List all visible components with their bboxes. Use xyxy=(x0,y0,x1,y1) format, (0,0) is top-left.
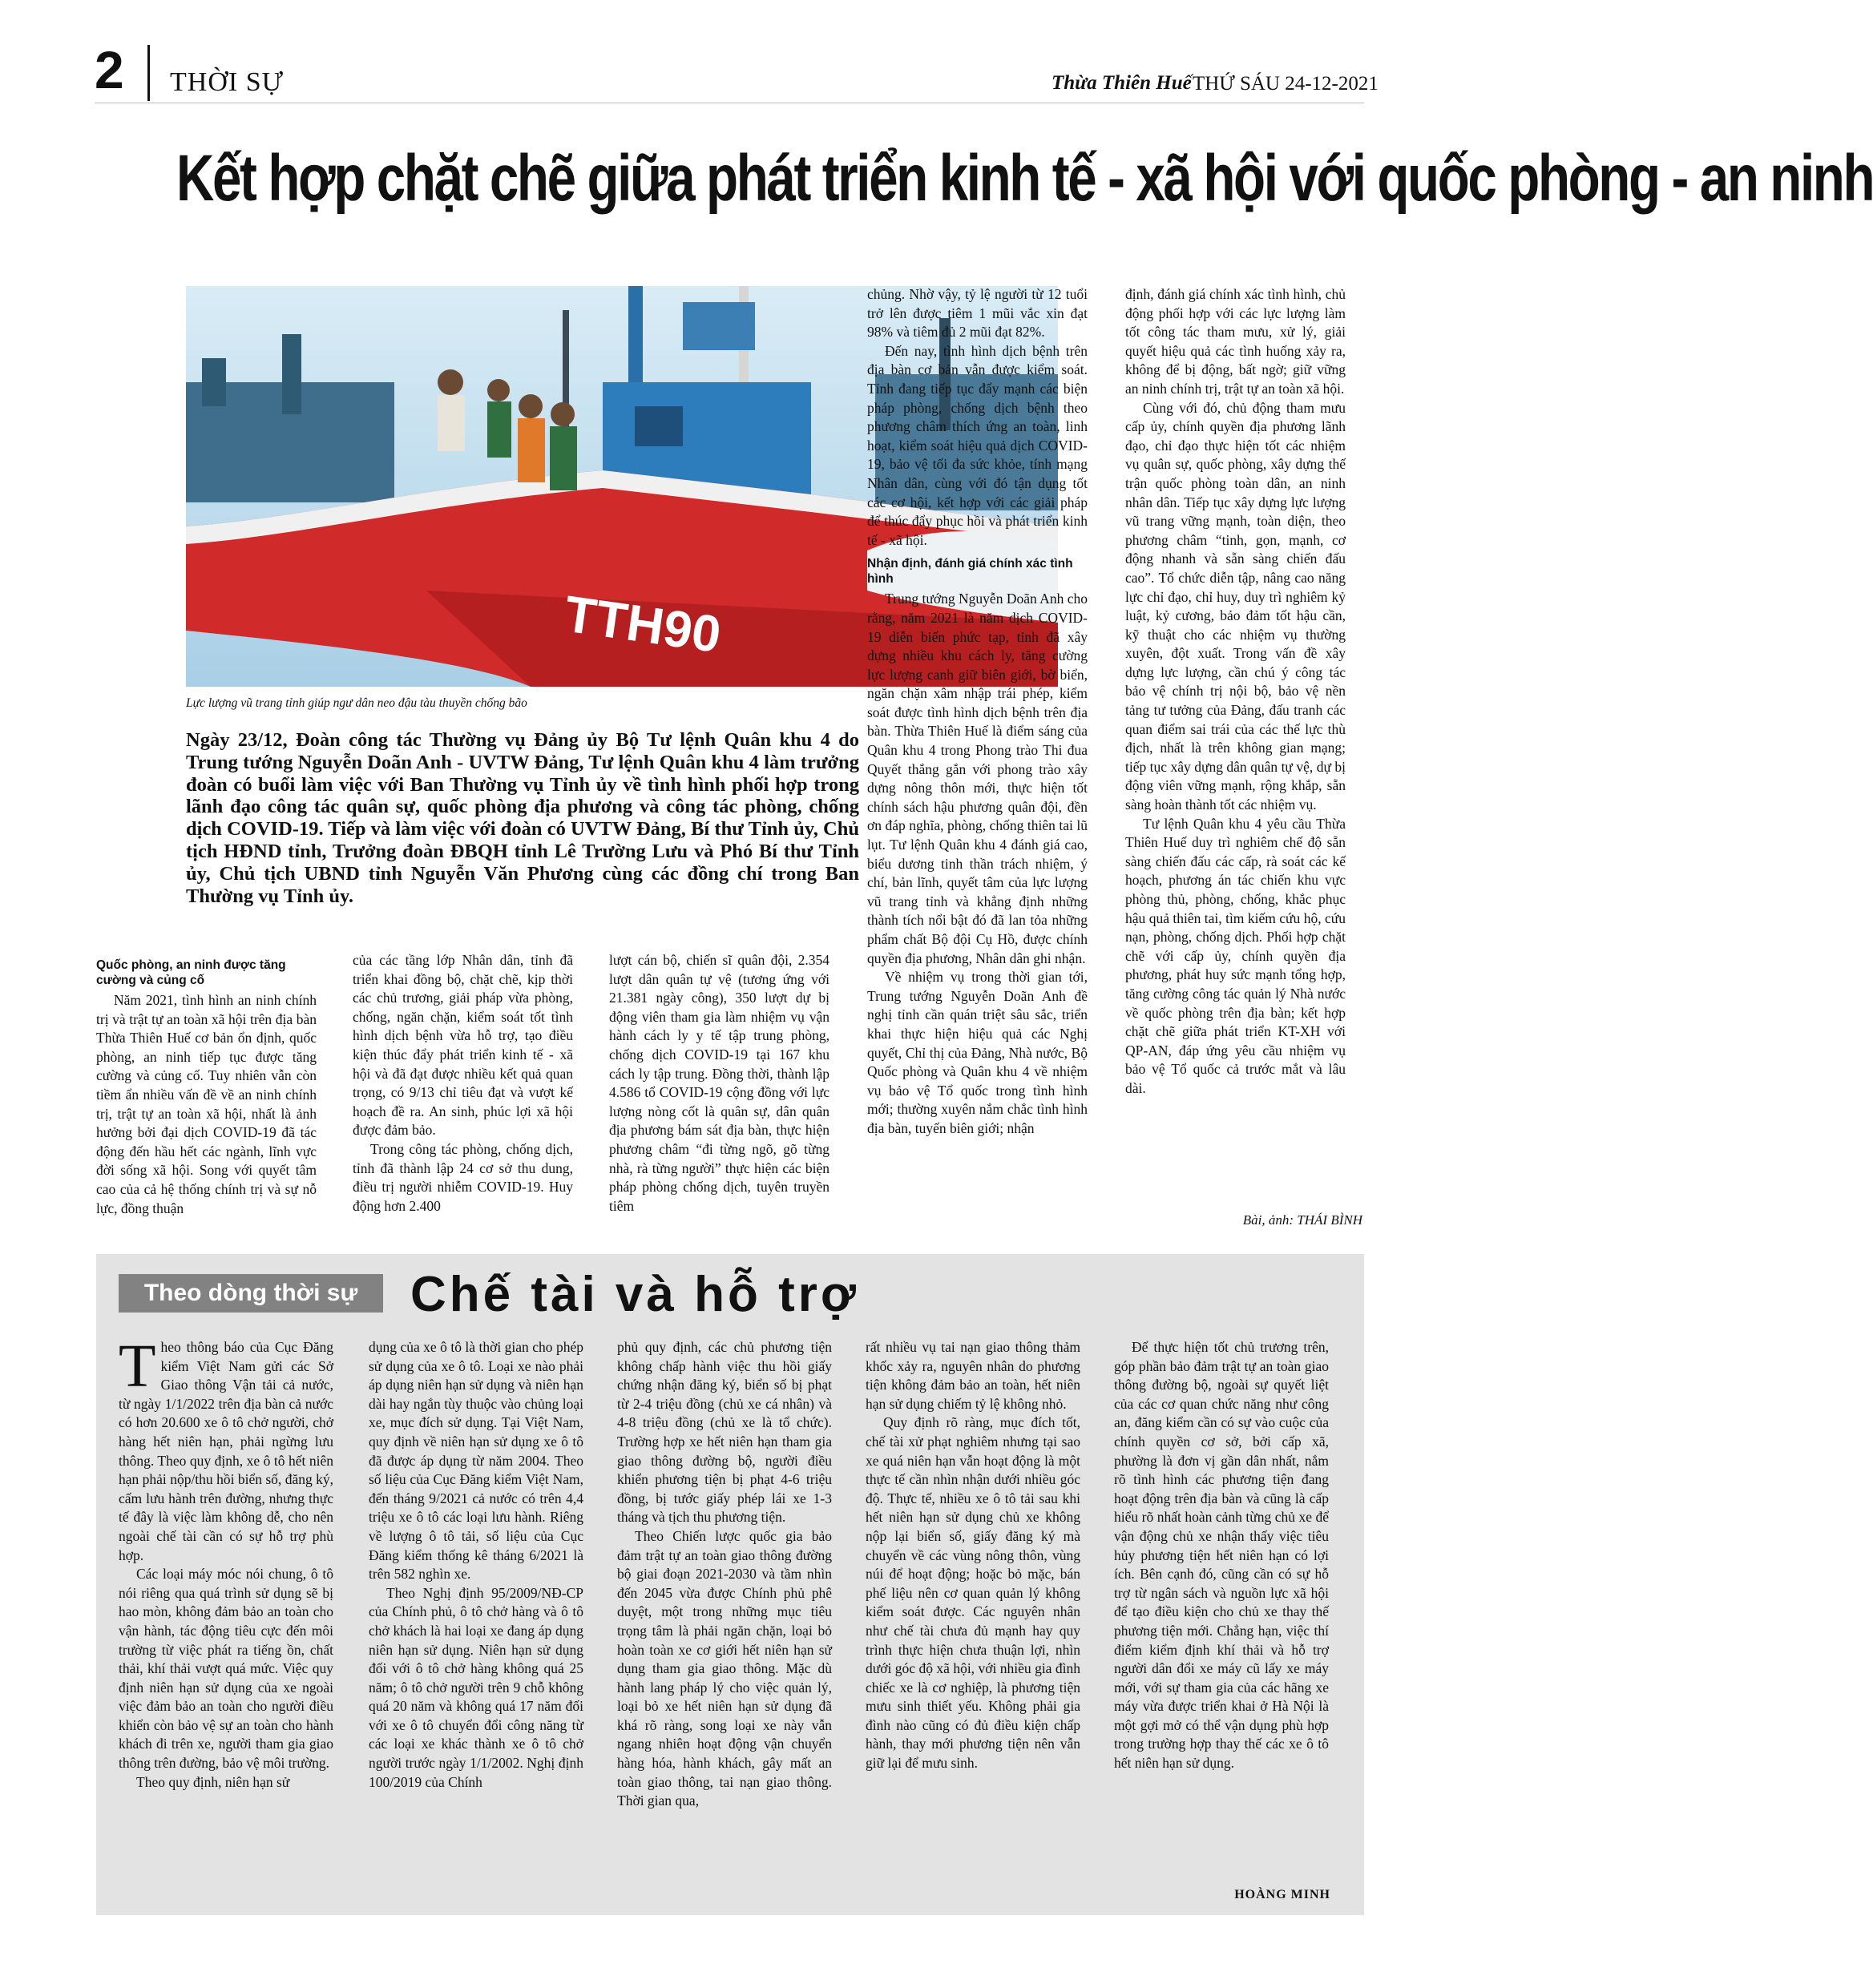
paragraph: rất nhiều vụ tai nạn giao thông thảm khốc xảy ra, nguyên nhân do phương tiện không đảm bảo an toàn, hết niên hạn sử dụng chiếm tỷ lệ không nhỏ. xyxy=(866,1339,1080,1412)
paragraph: định, đánh giá chính xác tình hình, chủ động phối hợp với các lực lượng làm tốt công tác tham mưu, xử lý, giải quyết hiệu quả các tình huống xảy ra, không để bị động, bất ngờ; giữ vững an ninh chính trị, trật tự an toàn xã hội. xyxy=(1125,286,1346,397)
article-column-4 xyxy=(867,285,1088,1139)
paragraph: phủ quy định, các chủ phương tiện không chấp hành việc thu hồi giấy chứng nhận đăng ký, biển số bị phạt từ 2-4 triệu đồng (chủ xe cá nhân) và 4-8 triệu đồng (chủ xe là tổ chức). Trường hợp xe hết niên hạn tham gia giao thông đường bộ, người điều khiển phương tiện bị phạt 4-6 triệu đồng, bị tước giấy phép lái xe 1-3 tháng và tịch thu phương tiện. xyxy=(617,1339,832,1526)
photo-caption: Lực lượng vũ trang tỉnh giúp ngư dân neo đậu tàu thuyền chống bão xyxy=(186,696,527,710)
paragraph: Để thực hiện tốt chủ trương trên, góp phần bảo đảm trật tự an toàn giao thông đường bộ, ngoài sự quyết liệt của các cơ quan chức năng như công an, đăng kiểm cần có sự vào cuộc của chính quyền cơ sở, bởi cấp xã, phường là đơn vị gần dân nhất, nắm rõ tình hình các phương tiện đang hoạt động trên địa bàn và cũng là cấp hiểu rõ nhất hoàn cảnh từng chủ xe để vận động chủ xe nhận thấy việc tiêu hủy phương tiện hết niên hạn có lợi ích. Bên cạnh đó, cũng cần có sự hỗ trợ từ ngân sách và nguồn lực xã hội để tạo điều kiện cho chủ xe thay thế phương tiện mới. Chẳng hạn, việc thí điểm kiểm định khí thải và hỗ trợ người dân đổi xe máy cũ lấy xe máy mới, với sự tham gia của các hãng xe máy vừa được triển khai ở Hà Nội là một gợi mở có thể vận dụng phù hợp trong trường hợp thay thế các xe ô tô hết niên hạn sử dụng. xyxy=(1114,1339,1329,1772)
paragraph: Theo Nghị định 95/2009/NĐ-CP của Chính phủ, ô tô chở hàng và ô tô chở khách là hai loại xe đang áp dụng niên hạn sử dụng. Niên hạn sử dụng đối với ô tô chở hàng không quá 25 năm; ô tô chở người trên 9 chỗ không quá 20 năm và không quá 17 năm đối với xe ô tô chuyển đổi công năng từ các loại xe khác thành xe ô tô chở người trước ngày 1/1/2002. Nghị định 100/2019 của Chính xyxy=(369,1584,583,1790)
paragraph: Về nhiệm vụ trong thời gian tới, Trung tướng Nguyễn Doãn Anh đề nghị tỉnh cần quán triệt sâu sắc, triển khai thực hiện hiệu quả các Nghị quyết, Chỉ thị của Đảng, Nhà nước, Bộ Quốc phòng và Quân khu 4 về nhiệm vụ bảo vệ Tổ quốc trong tình hình mới; thường xuyên nắm chắc tình hình địa bàn, tuyến biên giới; nhận xyxy=(867,969,1088,1136)
column-kicker: Theo dòng thời sự xyxy=(119,1274,383,1313)
paragraph: Cùng với đó, chủ động tham mưu cấp ủy, chính quyền địa phương lãnh đạo, chỉ đạo thực hiện tốt các nhiệm vụ quân sự, quốc phòng, xây dựng thế trận quốc phòng toàn dân, an ninh nhân dân. Tiếp tục xây dựng lực lượng vũ trang vững mạnh, toàn diện, theo phương châm “tinh, gọn, mạnh, cơ động nhanh và sẵn sàng chiến đấu cao”. Tổ chức diễn tập, nâng cao năng lực chỉ đạo, chỉ huy, duy trì nghiêm kỷ luật, kỷ cương, bảo đảm tốt hậu cần, kỹ thuật cho các nhiệm vụ thường xuyên, đột xuất. Trong vấn đề xây dựng lực lượng, cần chú ý công tác bảo vệ chính trị nội bộ, bảo vệ nền tảng tư tưởng của Đảng, đấu tranh các quan điểm sai trái của các thế lực thù địch, nhất là trên không gian mạng; tiếp tục xây dựng dân quân tự vệ, dự bị động viên vững mạnh, rộng khắp, sẵn sàng hoàn thành tốt các nhiệm vụ. xyxy=(1125,399,1346,813)
article-column-2 xyxy=(353,951,573,1216)
section-name: THỜI SỰ xyxy=(170,67,284,97)
publication-name: Thừa Thiên Huế xyxy=(1052,72,1192,94)
paragraph: Tư lệnh Quân khu 4 yêu cầu Thừa Thiên Huế duy trì nghiêm chế độ sẵn sàng chiến đấu các cấp, rà soát các kế hoạch, phương án tác chiến khu vực phòng thủ, phòng, chống, khắc phục hậu quả thiên tai, tìm kiếm cứu hộ, cứu nạn, phòng, chống dịch. Phối hợp chặt chẽ với cấp ủy, chính quyền địa phương, phát huy sức mạnh tổng hợp, tăng cường công tác quản lý Nhà nước về quốc phòng trên địa bàn; kết hợp chặt chẽ giữa phát triển KT-XH với QP-AN, đáp ứng yêu cầu nhiệm vụ bảo vệ Tổ quốc cả trước mắt và lâu dài. xyxy=(1125,815,1346,1096)
article-column-1 xyxy=(96,951,317,1218)
box-column-4 xyxy=(866,1338,1080,1773)
paragraph: dụng của xe ô tô là thời gian cho phép sử dụng của xe ô tô. Loại xe nào phải áp dụng niên hạn sử dụng và niên hạn dài hay ngắn tùy thuộc vào chủng loại xe, mục đích sử dụng. Tại Việt Nam, quy định về niên hạn sử dụng xe ô tô đã được áp dụng từ năm 2004. Theo số liệu của Cục Đăng kiểm Việt Nam, đến tháng 9/2021 cả nước có trên 4,4 triệu xe ô tô các loại lưu hành. Riêng về lượng ô tô tải, số liệu của Cục Đăng kiểm thống kê tháng 6/2021 là trên 582 nghìn xe. xyxy=(369,1339,583,1583)
article-column-3 xyxy=(609,951,830,1216)
subheading: Quốc phòng, an ninh được tăng cường và củng cố xyxy=(96,958,286,987)
drop-cap: T xyxy=(119,1333,156,1400)
paragraph: Trung tướng Nguyễn Doãn Anh cho rằng, năm 2021 là năm dịch COVID-19 diễn biến phức tạp, tỉnh đã xây dựng nhiều khu cách ly, tăng cường lực lượng canh giữ biên giới, bờ biển, ngăn chặn xâm nhập trái phép, kiểm soát được tình hình dịch bệnh trên địa bàn. Thừa Thiên Huế là điểm sáng của Quân khu 4 trong Phong trào Thi đua Quyết thắng gắn với phong trào xây dựng nông thôn mới, thực hiện tốt chính sách hậu phương quân đội, đền ơn đáp nghĩa, phòng, chống thiên tai lũ lụt. Tư lệnh Quân khu 4 đánh giá cao, biểu dương tinh thần trách nhiệm, ý chí, bản lĩnh, quyết tâm của lực lượng vũ trang tỉnh và khẳng định những thành tích nổi bật đó đã lan tỏa những phẩm chất Bộ đội Cụ Hồ, được chính quyền địa phương, Nhân dân ghi nhận. xyxy=(867,591,1088,966)
subheading: Nhận định, đánh giá chính xác tình hình xyxy=(867,557,1073,587)
header-divider xyxy=(147,45,150,101)
paragraph: Trong công tác phòng, chống dịch, tỉnh đã thành lập 24 cơ sở thu dung, điều trị người nhiễm COVID-19. Huy động hơn 2.400 xyxy=(353,1140,573,1214)
paragraph: Theo Chiến lược quốc gia bảo đảm trật tự an toàn giao thông đường bộ giai đoạn 2021-2030 và tầm nhìn đến 2045 vừa được Chính phủ phê duyệt, một trong những mục tiêu trọng tâm là phải ngăn chặn, loại bỏ hoàn toàn xe cơ giới hết niên hạn sử dụng tham gia giao thông. Mặc dù hành lang pháp lý cho việc quản lý, loại bỏ xe hết niên hạn sử dụng đã khá rõ ràng, song loại xe này vẫn ngang nhiên hoạt động vận chuyển hàng hóa, hành khách, gây mất an toàn giao thông, tai nạn giao thông. Thời gian qua, xyxy=(617,1527,832,1809)
page-number: 2 xyxy=(95,40,124,99)
paragraph: Quy định rõ ràng, mục đích tốt, chế tài xử phạt nghiêm nhưng tại sao xe quá niên hạn vẫn hoạt động là một thực tế cần nhìn nhận dưới nhiều góc độ. Thực tế, nhiều xe ô tô tải sau khi hết niên hạn sử dụng chủ xe không nộp lại biển số, giấy đăng ký mà chuyển về các vùng nông thôn, vùng núi để hoạt động; hoặc bỏ mặc, bán phế liệu nên cơ quan quản lý không kiểm soát được. Các nguyên nhân như chế tài chưa đủ mạnh hay quy trình thực hiện chưa thuận lợi, nhìn dưới góc độ xã hội, với nhiều gia đình chiếc xe là cơ nghiệp, là phương tiện mưu sinh thiết yếu. Không phải gia đình nào cũng có đủ điều kiện chấp hành, thay mới phương tiện nên vẫn giữ lại để mưu sinh. xyxy=(866,1414,1080,1772)
headline: Kết hợp chặt chẽ giữa phát triển kinh tế - xã hội với quốc phòng - an ninh xyxy=(176,142,1873,215)
issue-date: THỨ SÁU 24-12-2021 xyxy=(1193,73,1379,95)
box-column-2 xyxy=(369,1338,583,1792)
paragraph: Theo quy định, niên hạn sử xyxy=(136,1773,290,1790)
box-column-5 xyxy=(1114,1338,1329,1773)
paragraph: lượt cán bộ, chiến sĩ quân đội, 2.354 lượt dân quân tự vệ (tương ứng với 21.381 ngày công), 350 lượt dự bị động viên tham gia làm nhiệm vụ vận hành cách ly y tế tập trung phòng, chống dịch COVID-19 tại 167 khu cách ly tập trung. Đồng thời, thành lập 4.586 tổ COVID-19 cộng đồng với lực lượng nòng cốt là quân sự, dân quân địa phương bám sát địa bàn, thực hiện phương châm “đi từng ngõ, gõ từng nhà, rà từng người” thực hiện các biện pháp phòng chống dịch, tuyên truyền tiêm xyxy=(609,952,830,1214)
paragraph: của các tầng lớp Nhân dân, tỉnh đã triển khai đồng bộ, chặt chẽ, kịp thời các chủ trương, giải pháp vừa phòng, chống, ngăn chặn, kiểm soát tốt tình hình dịch bệnh vừa hỗ trợ, tạo điều kiện thúc đẩy phát triển kinh tế - xã hội và đã đạt được nhiều kết quả quan trọng, có 9/13 chỉ tiêu đạt và vượt kế hoạch đề ra. An sinh, phúc lợi xã hội được đảm bảo. xyxy=(353,952,573,1139)
paragraph: Các loại máy móc nói chung, ô tô nói riêng qua quá trình sử dụng sẽ bị hao mòn, không đảm bảo an toàn cho vận hành, tác động tiêu cực đến môi trường từ việc phát ra tiếng ồn, chất thải, khí thải vượt quá mức. Việc quy định niên hạn sử dụng của xe ngoài việc đảm bảo an toàn cho người điều khiển còn bảo vệ sự an toàn cho hành khách đi trên xe, người tham gia giao thông trên đường, bảo vệ môi trường. xyxy=(119,1566,333,1772)
paragraph xyxy=(119,1333,333,1565)
box-column-3 xyxy=(617,1338,832,1811)
paragraph: chủng. Nhờ vậy, tỷ lệ người từ 12 tuổi trở lên được tiêm 1 mũi vắc xin đạt 98% và tiêm đủ 2 mũi đạt 82%. xyxy=(867,286,1088,341)
article-column-5 xyxy=(1125,285,1346,1099)
box-title: Chế tài và hỗ trợ xyxy=(410,1267,859,1322)
paragraph: Năm 2021, tình hình an ninh chính trị và trật tự an toàn xã hội trên địa bàn Thừa Thiên Huế cơ bản ổn định, quốc phòng, an ninh tiếp tục được tăng cường và củng cố. Tuy nhiên vẫn còn tiềm ẩn nhiều vấn đề về an ninh chính trị, trật tự an toàn xã hội, nhất là ảnh hưởng bởi đại dịch COVID-19 đã tác động đến hầu hết các ngành, lĩnh vực đời sống xã hội. Song với quyết tâm cao của cả hệ thống chính trị và sự nỗ lực, đồng thuận xyxy=(96,992,317,1216)
paragraph-text: heo thông báo của Cục Đăng kiểm Việt Nam gửi các Sở Giao thông Vận tải cả nước, từ ngày 1/1/2022 trên địa bàn cả nước có hơn 20.600 xe ô tô chở người, chở hàng hết niên hạn, phải ngừng lưu thông. Theo quy định, xe ô tô hết niên hạn phải nộp/thu hồi biển số, đăng ký, cấm lưu hành trên đường, nhưng thực tế đây là việc làm không dễ, cho nên ngoài chế tài cần có sự hỗ trợ phù hợp. xyxy=(119,1339,333,1563)
boat-registration-label: TTH90 xyxy=(561,584,725,664)
paragraph: Đến nay, tình hình dịch bệnh trên địa bàn cơ bản vẫn được kiểm soát. Tỉnh đang tiếp tục đẩy mạnh các biện pháp phòng, chống dịch bệnh theo phương châm thích ứng an toàn, linh hoạt, kiểm soát hiệu quả dịch COVID-19, bảo vệ tối đa sức khỏe, tính mạng Nhân dân, cùng với đó tận dụng tốt các cơ hội, kết hợp với các giải pháp để thúc đẩy phục hồi và phát triển kinh tế - xã hội. xyxy=(867,342,1088,548)
article-lead: Ngày 23/12, Đoàn công tác Thường vụ Đảng ủy Bộ Tư lệnh Quân khu 4 do Trung tướng Nguyễn Doãn Anh - UVTW Đảng, Tư lệnh Quân khu 4 làm trưởng đoàn có buổi làm việc với Ban Thường vụ Tỉnh ủy về tình hình phối hợp trong lãnh đạo công tác quân sự, quốc phòng địa phương và công tác phòng, chống dịch COVID-19. Tiếp và làm việc với đoàn có UVTW Đảng, Bí thư Tỉnh ủy, Chủ tịch HĐND tỉnh, Trưởng đoàn ĐBQH tỉnh Lê Trường Lưu và Phó Bí thư Tỉnh ủy, Chủ tịch UBND tỉnh Nguyễn Văn Phương cùng các đồng chí trong Ban Thường vụ Tỉnh ủy. xyxy=(186,729,859,907)
box-column-1 xyxy=(119,1333,333,1792)
box-byline: HOÀNG MINH xyxy=(1234,1888,1330,1901)
article-byline: Bài, ảnh: THÁI BÌNH xyxy=(1242,1212,1362,1228)
